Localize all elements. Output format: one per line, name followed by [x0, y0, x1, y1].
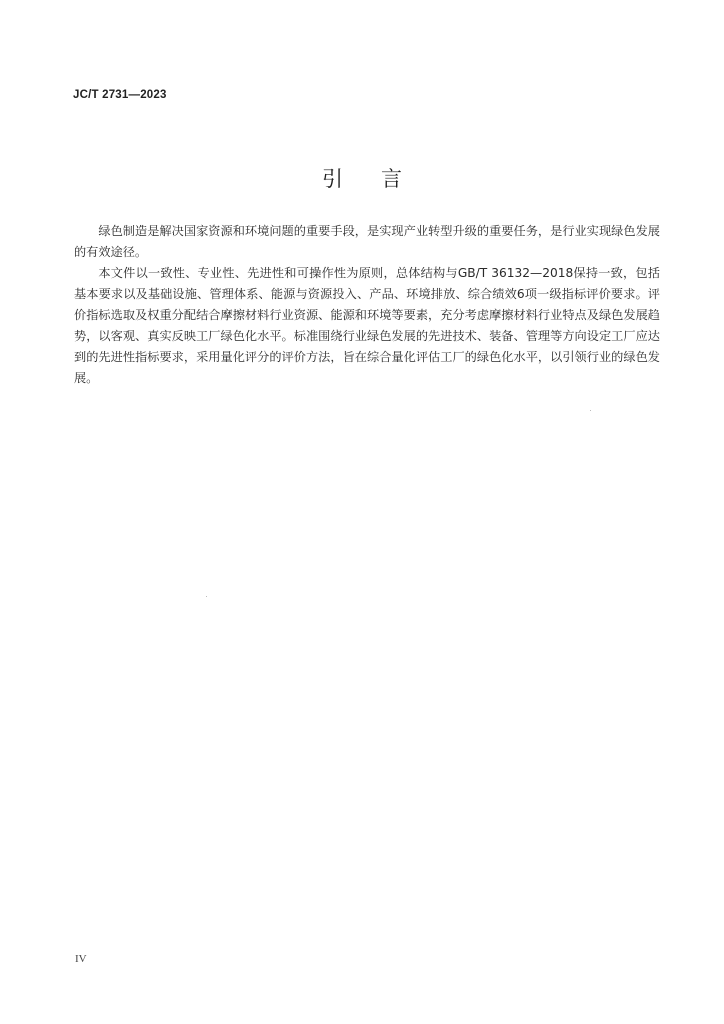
paragraph: 本文件以一致性、专业性、先进性和可操作性为原则，总体结构与GB/T 36132—2018保持一致，包括基本要求以及基础设施、管理体系、能源与资源投入、产品、环境排放、综合绩效6项一级指标评价要求。评价指标选取及权重分配结合摩擦材料行业资源、能源和环境等要素，充分考虑摩擦材料行业特点及绿色发展趋势，以客观、真实反映工厂绿色化水平。标准围绕行业绿色发展的先进技术、装备、管理等方向设定工厂应达到的先进性指标要求，采用量化评分的评价方法，旨在综合量化评估工厂的绿色化水平，以引领行业的绿色发展。 — [74, 266, 660, 385]
paragraph: 绿色制造是解决国家资源和环境问题的重要手段，是实现产业转型升级的重要任务，是行业实现绿色发展的有效途径。 — [74, 224, 660, 259]
page-number: IV — [75, 953, 87, 965]
scan-speck — [206, 596, 207, 597]
page-title: 引言 — [322, 167, 440, 191]
standard-code: JC/T 2731—2023 — [73, 89, 167, 101]
scan-speck — [590, 410, 591, 411]
body-text — [74, 221, 660, 389]
